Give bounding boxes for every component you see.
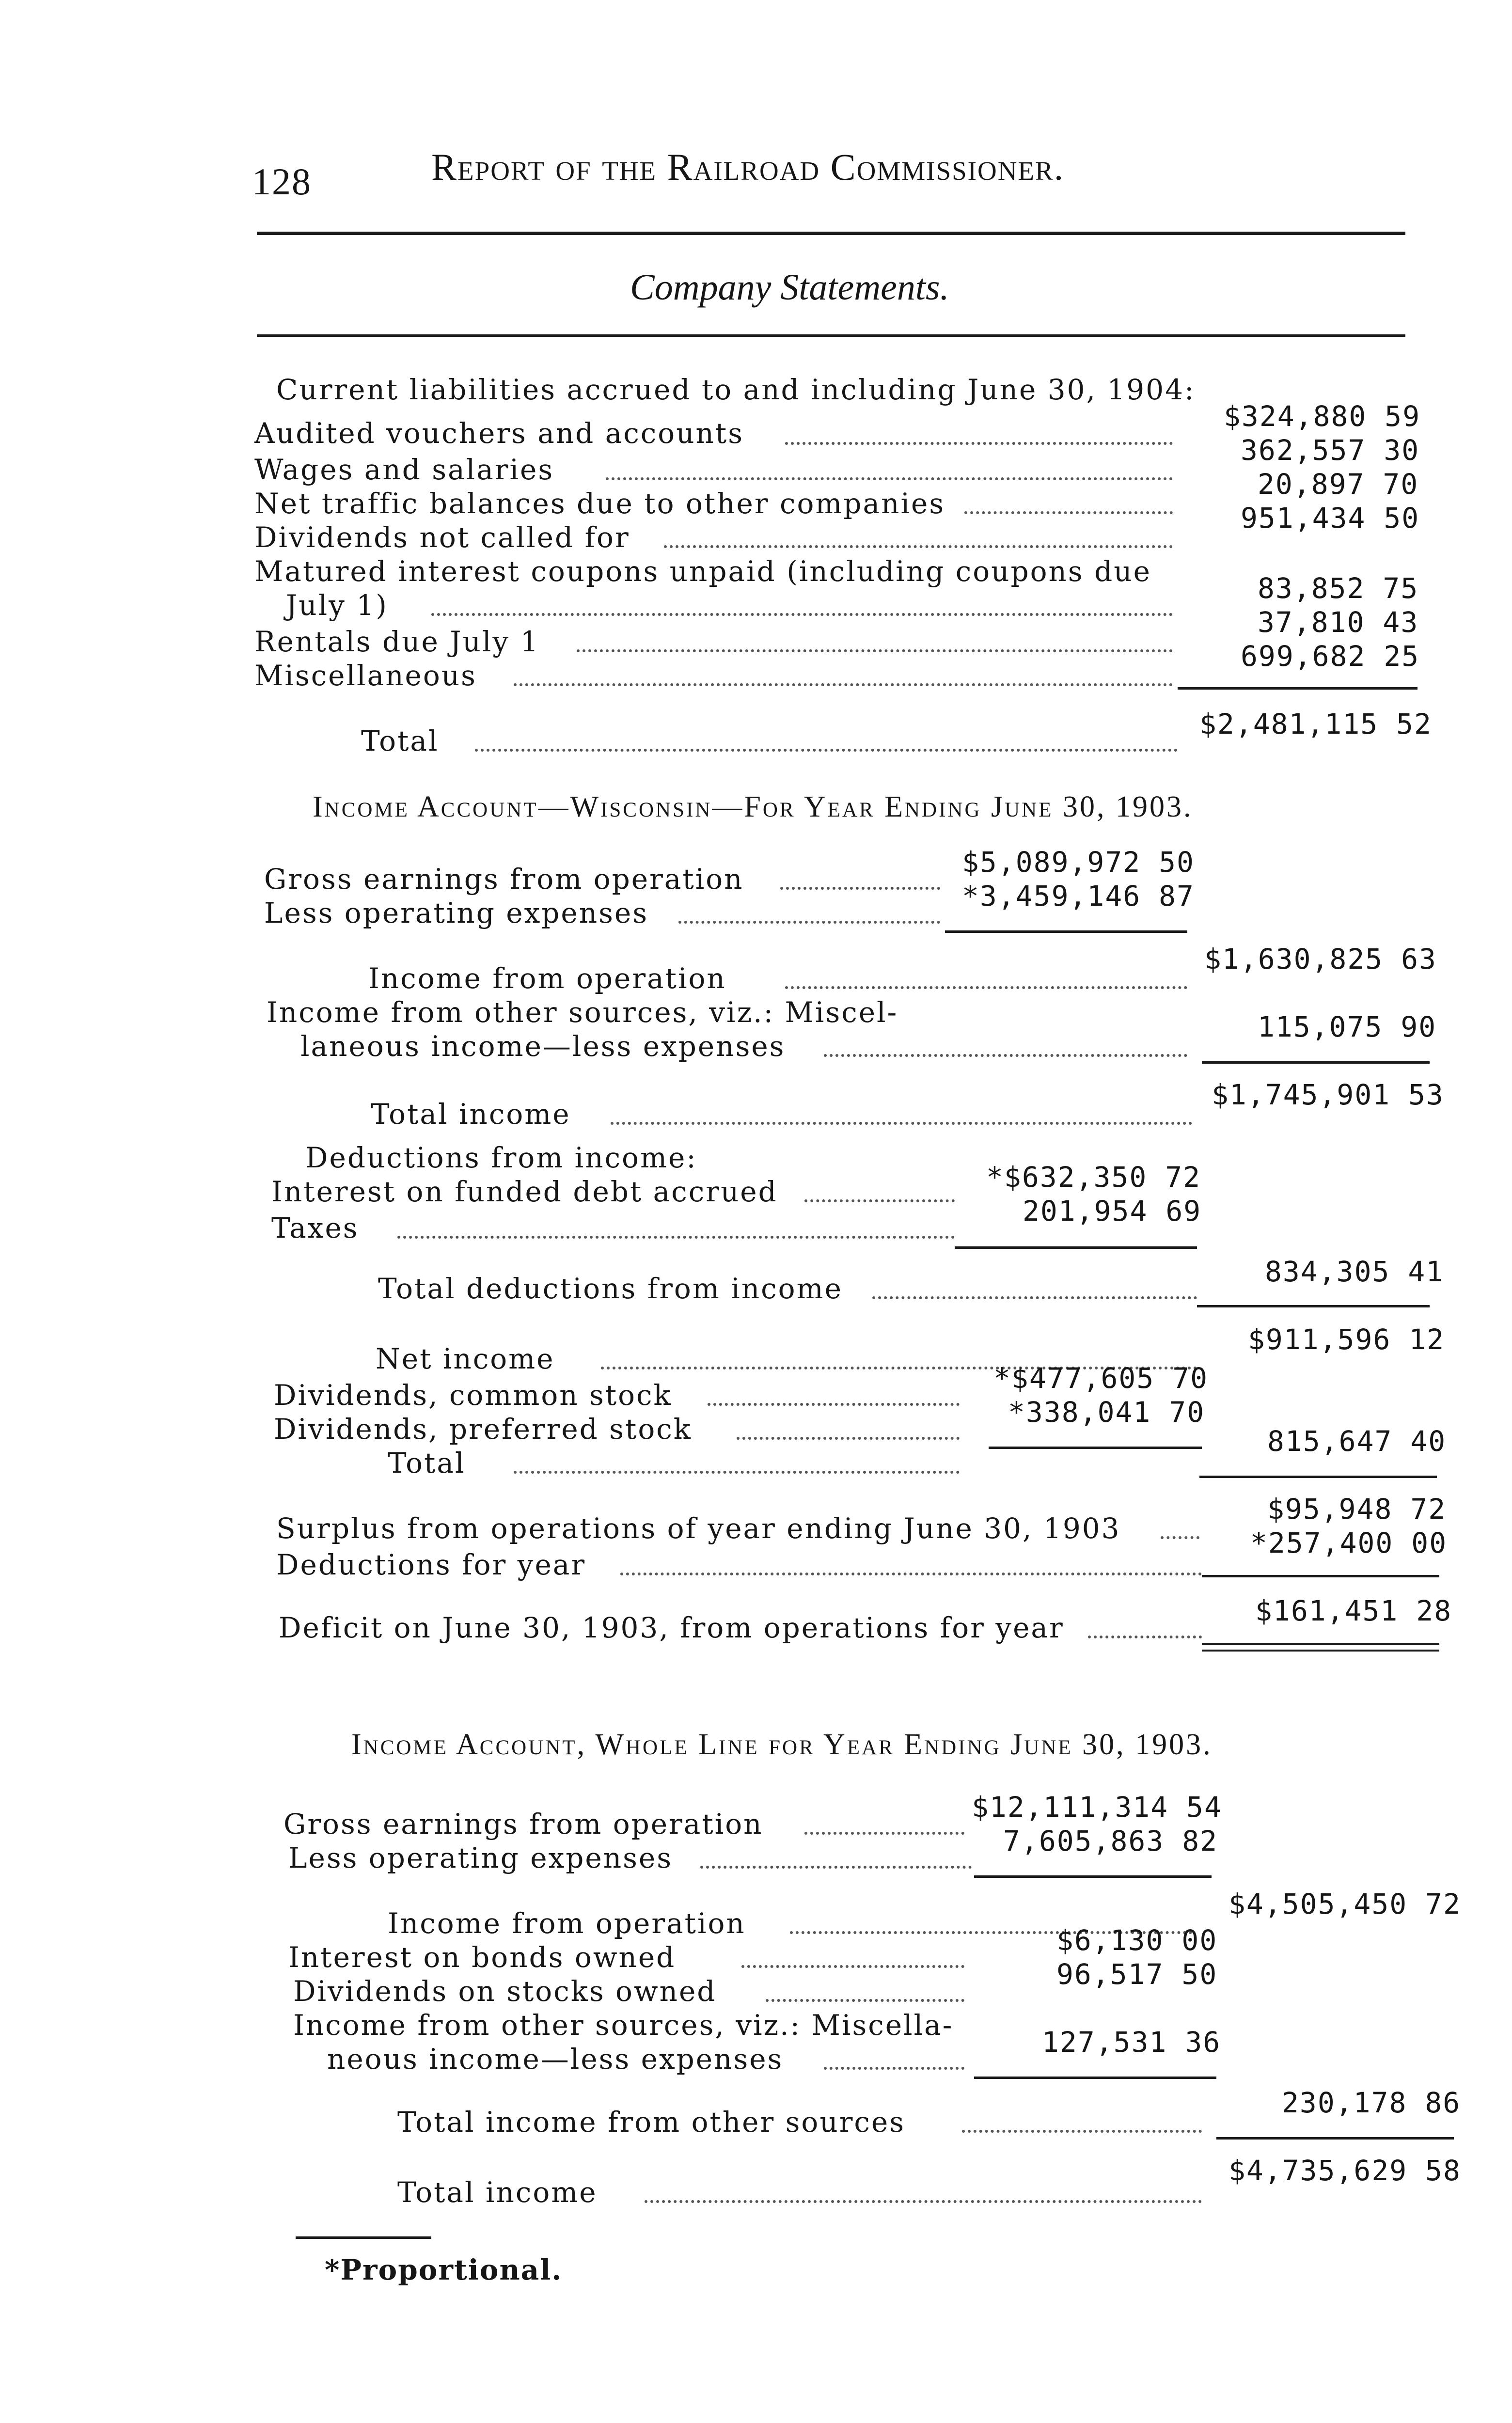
total-income-amount: $1,745,901 53 — [1212, 1078, 1444, 1111]
operating-expenses-label: Less operating expenses — [288, 1841, 673, 1874]
dot-leader — [824, 2067, 964, 2070]
sum-rule — [1202, 1061, 1430, 1064]
total-income-amount: $4,735,629 58 — [1228, 2154, 1461, 2187]
double-rule — [1202, 1643, 1439, 1645]
deficit-amount: $161,451 28 — [1255, 1594, 1452, 1627]
other-income-amount: 127,531 36 — [1042, 2026, 1221, 2059]
dot-leader — [741, 1965, 964, 1968]
dot-leader — [514, 1471, 960, 1474]
liability-amount: 83,852 75 — [1258, 572, 1419, 605]
income-from-operation-label: Income from operation — [388, 1907, 746, 1940]
total-deductions-amount: 834,305 41 — [1265, 1255, 1444, 1288]
interest-bonds-amount: $6,130 00 — [1056, 1924, 1218, 1957]
sum-rule — [1202, 1575, 1439, 1577]
liability-amount: 951,434 50 — [1241, 502, 1420, 535]
deficit-label: Deficit on June 30, 1903, from operations for year — [279, 1611, 1064, 1644]
dividends-stocks-label: Dividends on stocks owned — [293, 1975, 717, 2008]
income-from-operation-label: Income from operation — [368, 962, 726, 995]
liabilities-total-label: Total — [361, 724, 439, 757]
dot-leader — [872, 1296, 1197, 1299]
total-income-label: Total income — [371, 1098, 571, 1131]
interest-bonds-label: Interest on bonds owned — [288, 1941, 676, 1974]
liability-amount: 37,810 43 — [1258, 606, 1419, 639]
other-income-amount: 115,075 90 — [1258, 1010, 1437, 1043]
footnote: *Proportional. — [325, 2253, 563, 2286]
double-rule — [1202, 1650, 1439, 1652]
liability-label: Net traffic balances due to other companies — [254, 487, 945, 520]
total-other-income-amount: 230,178 86 — [1282, 2086, 1461, 2119]
dividends-preferred-amount: *338,041 70 — [1008, 1396, 1205, 1429]
income-from-operation-amount: $1,630,825 63 — [1204, 943, 1437, 975]
sum-rule — [989, 1447, 1202, 1449]
dot-leader — [962, 2130, 1202, 2133]
dot-leader — [475, 749, 1178, 752]
dot-leader — [737, 1437, 960, 1440]
dot-leader — [620, 1573, 1202, 1575]
page-number: 128 — [252, 160, 312, 203]
taxes-amount: 201,954 69 — [1023, 1195, 1202, 1227]
sum-rule — [1199, 1476, 1437, 1478]
dot-leader — [606, 477, 1173, 480]
sum-rule — [974, 2077, 1216, 2079]
section-title: Company Statements. — [630, 267, 949, 308]
dot-leader — [577, 649, 1173, 652]
deductions-for-year-label: Deductions for year — [276, 1548, 586, 1581]
dividends-stocks-amount: 96,517 50 — [1056, 1958, 1218, 1991]
liability-amount: 20,897 70 — [1258, 468, 1419, 501]
total-income-label: Total income — [397, 2176, 598, 2209]
deductions-heading: Deductions from income: — [305, 1141, 697, 1174]
header-rule — [257, 232, 1405, 235]
dot-leader — [431, 613, 1173, 616]
total-deductions-label: Total deductions from income — [378, 1272, 843, 1305]
surplus-amount: $95,948 72 — [1267, 1493, 1447, 1526]
net-income-amount: $911,596 12 — [1248, 1323, 1445, 1356]
total-other-income-label: Total income from other sources — [397, 2106, 905, 2139]
dot-leader — [708, 1403, 960, 1406]
dot-leader — [611, 1122, 1192, 1125]
operating-expenses-amount: *3,459,146 87 — [962, 880, 1195, 913]
dot-leader — [700, 1866, 972, 1869]
dot-leader — [514, 683, 1173, 686]
dot-leader — [397, 1236, 955, 1239]
deductions-for-year-amount: *257,400 00 — [1250, 1526, 1448, 1559]
liability-amount: 362,557 30 — [1241, 434, 1420, 467]
dot-leader — [664, 545, 1173, 548]
dot-leader — [780, 887, 940, 890]
dot-leader — [645, 2200, 1202, 2203]
liability-label: Rentals due July 1 — [254, 625, 540, 658]
other-income-label: Income from other sources, viz.: Miscel- — [267, 996, 898, 1029]
sum-rule — [955, 1246, 1197, 1249]
running-title: Report of the Railroad Commissioner. — [431, 146, 1065, 188]
interest-label: Interest on funded debt accrued — [271, 1175, 778, 1208]
other-income-label-cont: neous income—less expenses — [327, 2043, 784, 2076]
liability-label: Wages and salaries — [254, 453, 554, 486]
gross-earnings-amount: $5,089,972 50 — [962, 846, 1195, 879]
sum-rule — [1178, 687, 1418, 690]
sum-rule — [945, 930, 1187, 933]
operating-expenses-label: Less operating expenses — [264, 897, 648, 929]
whole-line-heading: Income Account, Whole Line for Year Ending June 30, 1903. — [351, 1728, 1213, 1761]
dot-leader — [785, 442, 1173, 445]
dividends-total-label: Total — [388, 1447, 466, 1479]
gross-earnings-label: Gross earnings from operation — [264, 863, 744, 896]
sum-rule — [1197, 1305, 1430, 1307]
dividends-preferred-label: Dividends, preferred stock — [274, 1413, 692, 1446]
taxes-label: Taxes — [271, 1212, 359, 1244]
liability-amount: $324,880 59 — [1224, 400, 1421, 433]
other-income-label: Income from other sources, viz.: Miscella- — [293, 2009, 954, 2042]
net-income-label: Net income — [376, 1342, 555, 1375]
dot-leader — [678, 921, 940, 924]
liabilities-total-amount: $2,481,115 52 — [1199, 708, 1432, 740]
section-rule — [257, 334, 1405, 337]
sum-rule — [1216, 2137, 1454, 2140]
wisconsin-heading: Income Account—Wisconsin—For Year Ending June 30, 1903. — [313, 790, 1193, 823]
gross-earnings-amount: $12,111,314 54 — [972, 1791, 1222, 1824]
liability-amount: 699,682 25 — [1241, 640, 1420, 673]
surplus-label: Surplus from operations of year ending June 30, 1903 — [276, 1512, 1121, 1545]
dot-leader — [824, 1054, 1187, 1057]
liabilities-heading: Current liabilities accrued to and including June 30, 1904: — [276, 373, 1196, 406]
income-from-operation-amount: $4,505,450 72 — [1228, 1888, 1461, 1920]
dot-leader — [1088, 1636, 1202, 1638]
dividends-common-label: Dividends, common stock — [274, 1379, 672, 1412]
dot-leader — [964, 511, 1173, 514]
dot-leader — [1161, 1536, 1199, 1539]
liability-label: July 1) — [286, 589, 388, 622]
dot-leader — [804, 1199, 955, 1202]
interest-amount: *$632,350 72 — [986, 1161, 1201, 1194]
dot-leader — [766, 1999, 964, 2002]
operating-expenses-amount: 7,605,863 82 — [1003, 1825, 1218, 1857]
footnote-rule — [296, 2236, 431, 2239]
liability-label: Matured interest coupons unpaid (including coupons due — [254, 555, 1151, 588]
liability-label: Miscellaneous — [254, 659, 477, 692]
dot-leader — [785, 986, 1187, 989]
liability-label: Audited vouchers and accounts — [254, 417, 744, 450]
other-income-label-cont: laneous income—less expenses — [300, 1030, 786, 1063]
dividends-total-amount: 815,647 40 — [1267, 1425, 1447, 1458]
sum-rule — [974, 1875, 1212, 1878]
dividends-common-amount: *$477,605 70 — [993, 1362, 1209, 1395]
gross-earnings-label: Gross earnings from operation — [284, 1808, 763, 1841]
liability-label: Dividends not called for — [254, 521, 630, 554]
dot-leader — [804, 1832, 964, 1835]
